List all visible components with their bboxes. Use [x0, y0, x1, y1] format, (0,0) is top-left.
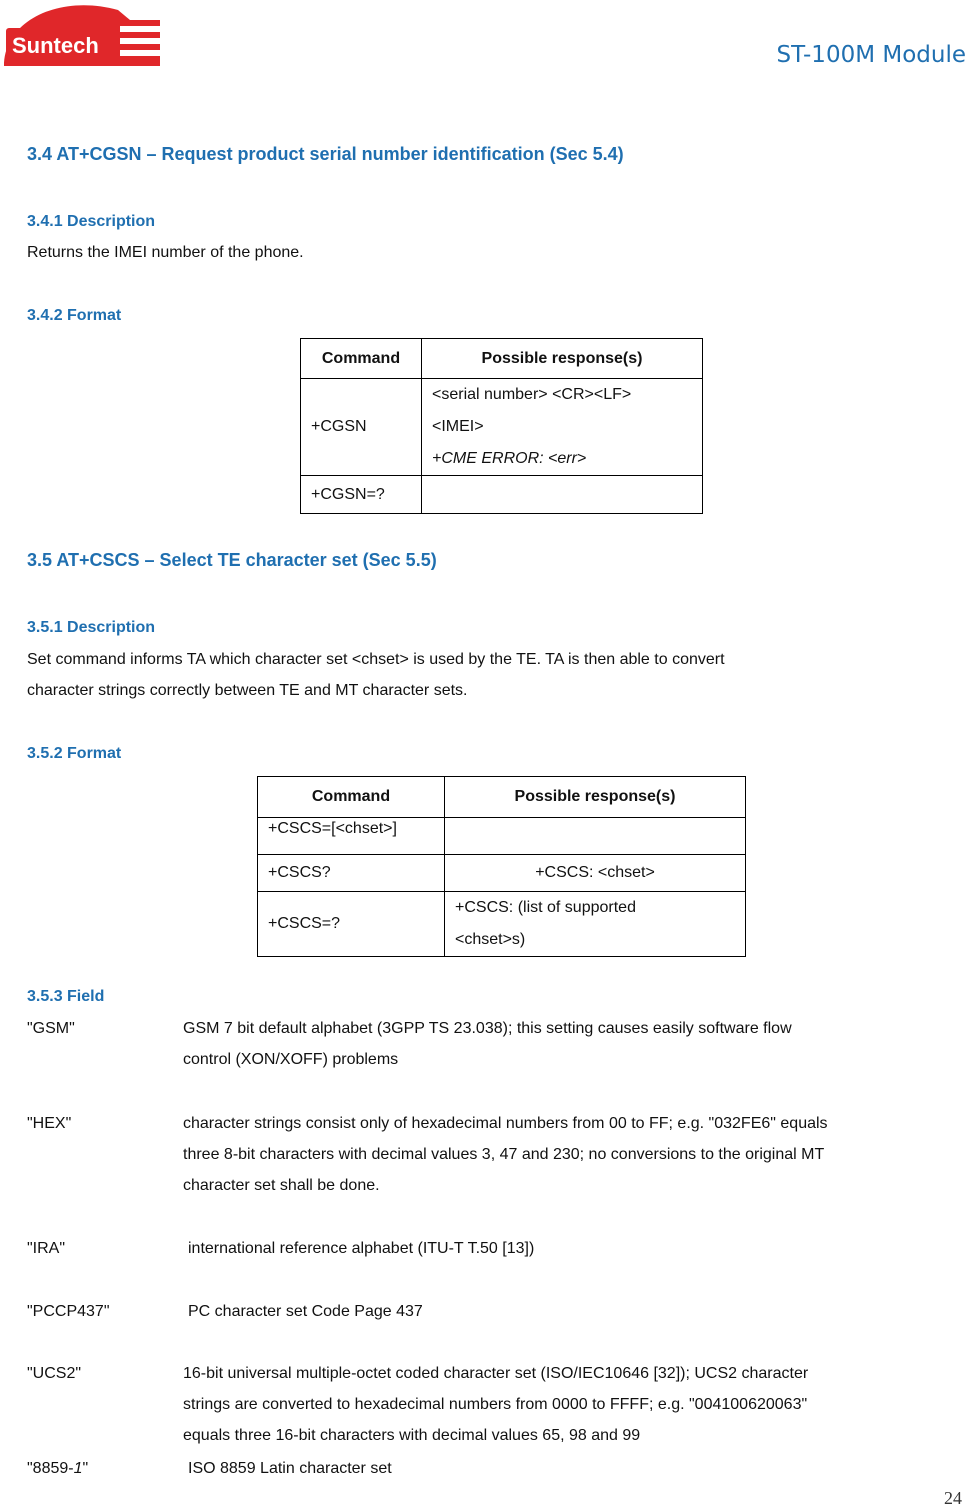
section-351-text-line2: character strings correctly between TE and MT character sets.	[27, 682, 468, 699]
response-line: +CSCS: (list of supported	[455, 899, 636, 916]
field-key-8859-1	[27, 1460, 88, 1478]
cgsn-test-response	[422, 476, 703, 514]
field-desc-line: international reference alphabet (ITU-T T.50 [13])	[188, 1240, 535, 1257]
product-name: ST-100M Module	[776, 42, 966, 68]
field-desc-line: equals three 16-bit characters with decimal values 65, 98 and 99	[183, 1427, 641, 1444]
cscs-test-command: +CSCS=?	[258, 892, 445, 957]
field-desc-pccp437	[188, 1296, 948, 1327]
field-desc-line: PC character set Code Page 437	[188, 1303, 423, 1320]
cgsn-format-table	[300, 338, 703, 514]
cscs-read-command: +CSCS?	[258, 855, 445, 892]
section-353-heading: 3.5.3 Field	[27, 988, 105, 1005]
cscs-format-table	[257, 776, 746, 957]
response-line: <serial number> <CR><LF>	[432, 386, 632, 403]
field-desc-line: three 8-bit characters with decimal values 3, 47 and 230; no conversions to the original MT	[183, 1146, 825, 1163]
field-desc-line: strings are converted to hexadecimal numbers from 0000 to FFFF; e.g. "004100620063"	[183, 1396, 808, 1413]
suntech-logo	[0, 0, 164, 72]
field-desc-line: control (XON/XOFF) problems	[183, 1051, 399, 1068]
field-key-ucs2: "UCS2"	[27, 1365, 82, 1382]
cscs-set-command: +CSCS=[<chset>]	[258, 818, 445, 855]
response-line: <IMEI>	[432, 418, 484, 435]
section-341-text: Returns the IMEI number of the phone.	[27, 244, 304, 261]
cgsn-test-command: +CGSN=?	[301, 476, 422, 514]
field-desc-line: GSM 7 bit default alphabet (3GPP TS 23.038); this setting causes easily software flow	[183, 1020, 792, 1037]
field-key-number: 1	[73, 1460, 83, 1477]
field-key-pccp437: "PCCP437"	[27, 1303, 110, 1320]
section-35-title: 3.5 AT+CSCS – Select TE character set (Sec 5.5)	[27, 550, 437, 570]
cscs-read-response: +CSCS: <chset>	[445, 855, 746, 892]
section-352-heading: 3.5.2 Format	[27, 745, 122, 762]
table-header-response: Possible response(s)	[445, 777, 746, 818]
response-line: <chset>s)	[455, 931, 526, 948]
response-line: +CME ERROR: <err>	[432, 450, 587, 467]
field-desc-8859-1	[188, 1453, 948, 1484]
section-34-title: 3.4 AT+CGSN – Request product serial number identification (Sec 5.4)	[27, 144, 624, 164]
cscs-test-response	[445, 892, 746, 957]
field-key-suffix: "	[82, 1460, 89, 1477]
field-desc-line: character strings consist only of hexadecimal numbers from 00 to FF; e.g. "032FE6" equals	[183, 1115, 828, 1132]
field-desc-line: ISO 8859 Latin character set	[188, 1460, 392, 1477]
table-header-command: Command	[301, 339, 422, 379]
section-351-text-line1: Set command informs TA which character set <chset> is used by the TE. TA is then able to convert	[27, 651, 725, 668]
field-desc-gsm	[183, 1013, 943, 1075]
field-key-hex: "HEX"	[27, 1115, 72, 1132]
table-header-response: Possible response(s)	[422, 339, 703, 379]
field-key-prefix: "8859-	[27, 1460, 74, 1477]
cscs-set-response	[445, 818, 746, 855]
field-key-gsm: "GSM"	[27, 1020, 75, 1037]
table-header-command: Command	[258, 777, 445, 818]
field-key-ira: "IRA"	[27, 1240, 66, 1257]
logo-text: Suntech	[12, 33, 99, 58]
field-desc-hex	[183, 1108, 943, 1201]
section-342-heading: 3.4.2 Format	[27, 307, 122, 324]
section-341-heading: 3.4.1 Description	[27, 213, 156, 230]
field-desc-line: character set shall be done.	[183, 1177, 380, 1194]
page-number: 24	[944, 1488, 962, 1508]
field-desc-line: 16-bit universal multiple-octet coded character set (ISO/IEC10646 [32]); UCS2 character	[183, 1365, 809, 1382]
section-351-heading: 3.5.1 Description	[27, 619, 156, 636]
field-desc-ucs2	[183, 1358, 943, 1451]
field-desc-ira	[188, 1233, 948, 1264]
cgsn-command: +CGSN	[301, 379, 422, 476]
cgsn-response	[422, 379, 703, 476]
